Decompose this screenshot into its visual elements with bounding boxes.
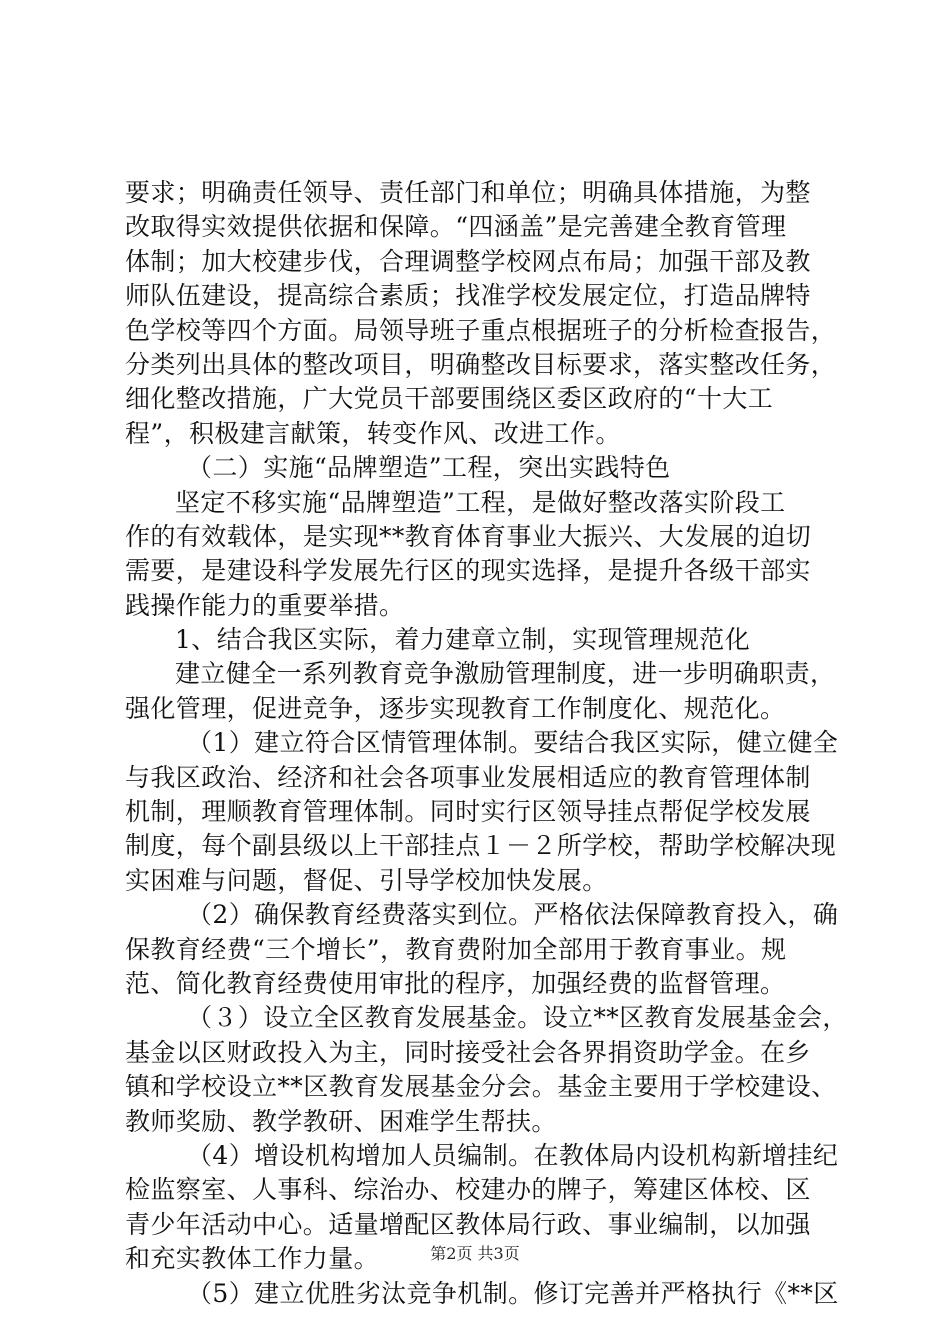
text-line: 范、简化教育经费使用审批的程序，加强经费的监督管理。 <box>125 968 786 998</box>
text-line: 检监察室、人事科、综治办、校建办的牌子，筹建区体校、区 <box>125 1175 811 1205</box>
text-line: 改取得实效提供依据和保障。“四涵盖”是完善建全教育管理 <box>125 212 787 242</box>
text-line: 细化整改措施，广大党员干部要围绕区委区政府的“十大工 <box>125 384 774 414</box>
body-text <box>125 176 848 1311</box>
text-line: 青少年活动中心。适量增配区教体局行政、事业编制，以加强 <box>125 1209 811 1239</box>
text-line: （5）建立优胜劣汰竞争机制。修订完善并严格执行《**区 <box>187 1278 839 1308</box>
text-line: 教师奖励、教学教研、困难学生帮扶。 <box>125 1106 557 1136</box>
text-line: 师队伍建设，提高综合素质；找准学校发展定位，打造品牌特 <box>125 281 811 311</box>
text-line: 制度，每个副县级以上干部挂点１－２所学校，帮助学校解决现 <box>125 831 837 861</box>
text-line: 色学校等四个方面。局领导班子重点根据班子的分析检查报告， <box>125 315 837 345</box>
text-line: （4）增设机构增加人员编制。在教体局内设机构新增挂纪 <box>187 1140 839 1170</box>
page-number-label: 第2页 共3页 <box>430 1244 520 1263</box>
text-line: 强化管理，促进竞争，逐步实现教育工作制度化、规范化。 <box>125 693 786 723</box>
text-line: 和充实教体工作力量。 <box>125 1244 380 1274</box>
page-footer <box>0 1244 950 1264</box>
text-line: 镇和学校设立**区教育发展基金分会。基金主要用于学校建设、 <box>125 1072 837 1102</box>
text-line: 作的有效载体，是实现**教育体育事业大振兴、大发展的迫切 <box>125 521 812 551</box>
text-line: 坚定不移实施“品牌塑造”工程，是做好整改落实阶段工 <box>175 487 786 517</box>
text-line: 要求；明确责任领导、责任部门和单位；明确具体措施，为整 <box>125 178 811 207</box>
text-line: （2）确保教育经费落实到位。严格依法保障教育投入，确 <box>187 900 839 930</box>
text-line: 保教育经费“三个增长”，教育费附加全部用于教育事业。规 <box>125 934 787 964</box>
text-line: 机制，理顺教育管理体制。同时实行区领导挂点帮促学校发展 <box>125 797 811 827</box>
text-line: 分类列出具体的整改项目，明确整改目标要求，落实整改任务， <box>125 349 837 379</box>
text-line: 需要，是建设科学发展先行区的现实选择，是提升各级干部实 <box>125 556 811 586</box>
text-line: （1）建立符合区情管理体制。要结合我区实际，健立健全 <box>187 728 839 758</box>
text-line: 程”，积极建言献策，转变作风、改进工作。 <box>125 418 621 448</box>
text-line: （３）设立全区教育发展基金。设立**区教育发展基金会， <box>187 1003 848 1033</box>
text-line: 建立健全一系列教育竞争激励管理制度，进一步明确职责， <box>175 659 836 689</box>
text-line: 与我区政治、经济和社会各项事业发展相适应的教育管理体制 <box>125 762 811 792</box>
text-line: 实困难与问题，督促、引导学校加快发展。 <box>125 865 608 895</box>
section-heading: （二）实施“品牌塑造”工程，突出实践特色 <box>187 453 671 483</box>
subsection-heading: 1、结合我区实际，着力建章立制，实现管理规范化 <box>175 625 751 655</box>
text-line: 践操作能力的重要举措。 <box>125 590 405 620</box>
text-line: 体制；加大校建步伐，合理调整学校网点布局；加强干部及教 <box>125 246 811 276</box>
text-line: 基金以区财政投入为主，同时接受社会各界捐资助学金。在乡 <box>125 1037 811 1067</box>
